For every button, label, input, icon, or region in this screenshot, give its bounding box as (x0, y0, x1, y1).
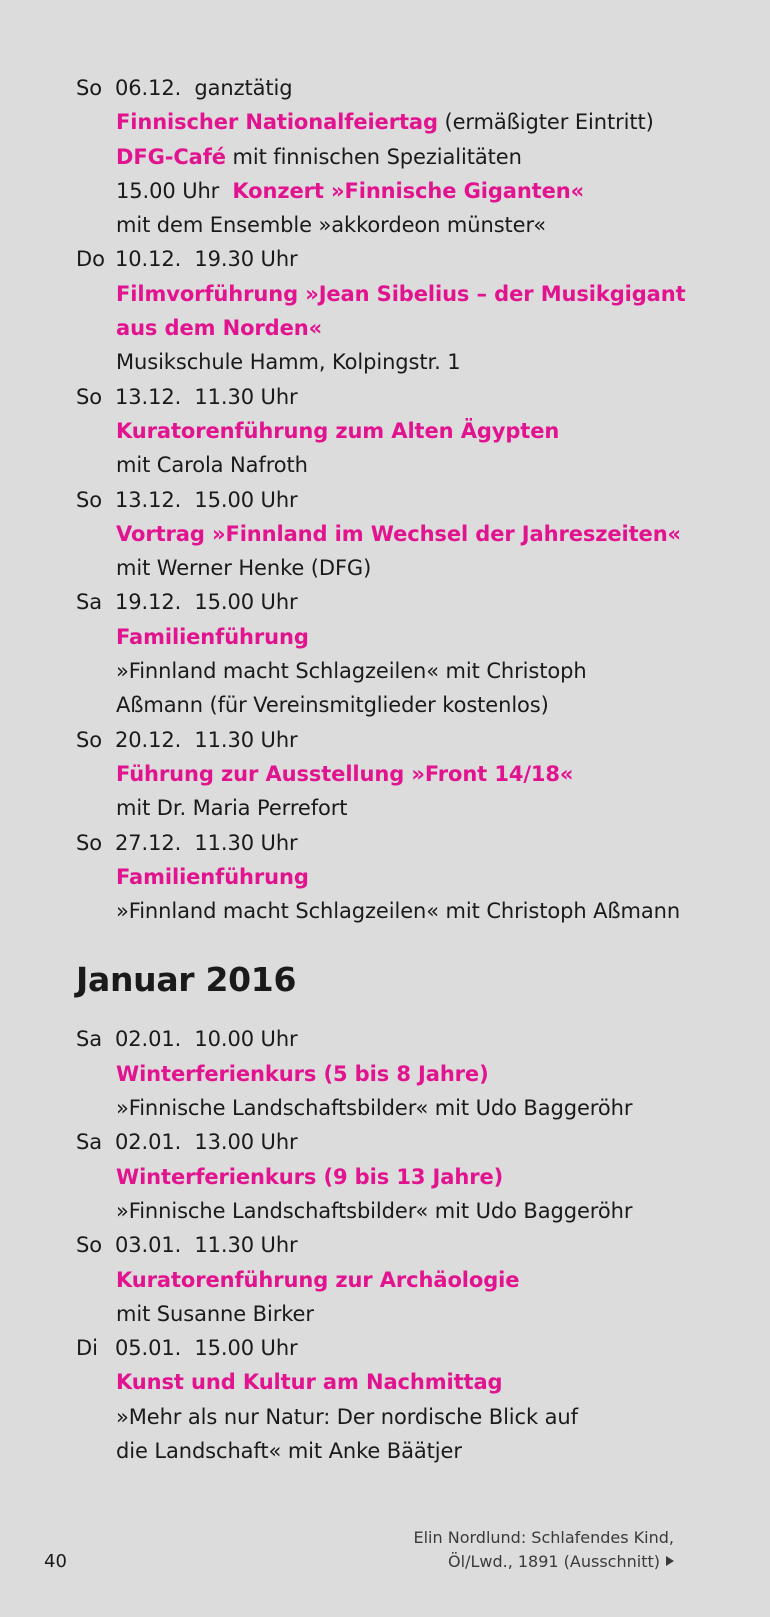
event-detail: mit Carola Nafroth (116, 453, 308, 478)
event-detail: »Mehr als nur Natur: Der nordische Blick auf (116, 1404, 578, 1429)
event-detail: mit Werner Henke (DFG) (116, 556, 372, 581)
event-date-line: So 13.12. 11.30 Uhr (76, 384, 298, 409)
caption-line: Elin Nordlund: Schlafendes Kind, (413, 1528, 674, 1547)
event-title: DFG-Café (116, 144, 226, 169)
event-detail: Musikschule Hamm, Kolpingstr. 1 (116, 350, 461, 375)
event-title: aus dem Norden« (116, 316, 323, 341)
event-detail: mit Dr. Maria Perrefort (116, 796, 348, 821)
event-date-line: So 06.12. ganztätig (76, 76, 293, 100)
event-detail: »Finnische Landschaftsbilder« mit Udo Baggeröhr (116, 1096, 633, 1121)
event-title: Filmvorführung »Jean Sibelius – der Musikgigant (116, 281, 686, 306)
event-date-line: Sa 02.01. 10.00 Uhr (76, 1027, 298, 1052)
event-detail: mit Susanne Birker (116, 1301, 314, 1326)
caption-line: Öl/Lwd., 1891 (Ausschnitt) (448, 1552, 660, 1571)
event-date-line: So 13.12. 15.00 Uhr (76, 487, 298, 512)
triangle-right-icon (666, 1556, 674, 1566)
event-date-line: So 27.12. 11.30 Uhr (76, 830, 298, 855)
month-heading: Januar 2016 (76, 960, 297, 1000)
event-detail: »Finnische Landschaftsbilder« mit Udo Baggeröhr (116, 1198, 633, 1223)
event-detail: »Finnland macht Schlagzeilen« mit Christoph (116, 659, 587, 684)
event-date-line: Sa 02.01. 13.00 Uhr (76, 1130, 298, 1155)
event-detail: die Landschaft« mit Anke Bäätjer (116, 1438, 462, 1463)
event-detail: Aßmann (für Vereinsmitglieder kostenlos) (116, 693, 549, 718)
event-title: Kunst und Kultur am Nachmittag (116, 1370, 503, 1395)
event-date-line: Sa 19.12. 15.00 Uhr (76, 590, 298, 615)
event-calendar: So 06.12. ganztätig Finnischer Nationalfeiertag (ermäßigter Eintritt) DFG-Café mit finnischen Spezialitäten 15.00 Uhr Konzert »Finnische Giganten« mit dem Ensemble »akkordeon münster« Do 10.12. 19.30 Uhr Filmvorführung »Jean Sibelius – der Musikgigant aus dem Norden« Musikschule Hamm, Kolpingstr. 1 So 13.12. 11.30 Uhr Kuratorenführung zum Alten Ägypten mit Carola Nafroth So 13.12. 15.00 Uhr Vortrag »Finnland im Wechsel der Jahreszeiten« mit Werner Henke (DFG) Sa 19.12. 15.00 Uhr Familienführung »Finnland macht Schlagzeilen« mit Christoph Aßmann (für Vereinsmitglieder kostenlos) So 20.12. 11.30 Uhr Führung zur Ausstellung »Front 14/18« mit Dr. Maria Perrefort So 27.12. 11.30 Uhr Familienführung »Finnland macht Schlagzeilen« mit Christoph Aßmann Januar 2016 Sa 02.01. 10.00 Uhr Winterferienkurs (5 bis 8 Jahre) »Finnische Landschaftsbilder« mit Udo Baggeröhr Sa 02.01. 13.00 Uhr Winterferienkurs (9 bis 13 Jahre) »Finnische Landschaftsbilder« mit Udo Baggeröhr So 03.01. 11.30 Uhr Kuratorenführung zur Archäologie mit Susanne Birker Di 05.01. 15.00 Uhr Kunst und Kultur am Nachmittag »Mehr als nur Natur: Der nordische Blick auf die Landschaft« mit Anke Bäätjer (76, 71, 756, 1468)
image-caption (414, 1526, 675, 1574)
event-detail: »Finnland macht Schlagzeilen« mit Christoph Aßmann (116, 899, 681, 924)
event-title: Familienführung (116, 864, 309, 889)
event-title: Vortrag »Finnland im Wechsel der Jahreszeiten« (116, 521, 682, 546)
event-date-line: Di 05.01. 15.00 Uhr (76, 1336, 298, 1361)
event-date-line: So 03.01. 11.30 Uhr (76, 1233, 298, 1258)
event-title: Konzert »Finnische Giganten« (232, 178, 585, 203)
event-title: Führung zur Ausstellung »Front 14/18« (116, 761, 574, 786)
page-number: 40 (44, 1551, 67, 1572)
event-detail: mit dem Ensemble »akkordeon münster« (116, 213, 547, 238)
event-title: Winterferienkurs (5 bis 8 Jahre) (116, 1061, 489, 1086)
event-title: Kuratorenführung zur Archäologie (116, 1267, 520, 1292)
event-date-line: Do 10.12. 19.30 Uhr (76, 247, 298, 272)
event-title: Winterferienkurs (9 bis 13 Jahre) (116, 1164, 504, 1189)
event-date-line: So 20.12. 11.30 Uhr (76, 727, 298, 752)
event-title: Finnischer Nationalfeiertag (116, 110, 438, 135)
event-title: Familienführung (116, 624, 309, 649)
event-title: Kuratorenführung zum Alten Ägypten (116, 418, 560, 443)
